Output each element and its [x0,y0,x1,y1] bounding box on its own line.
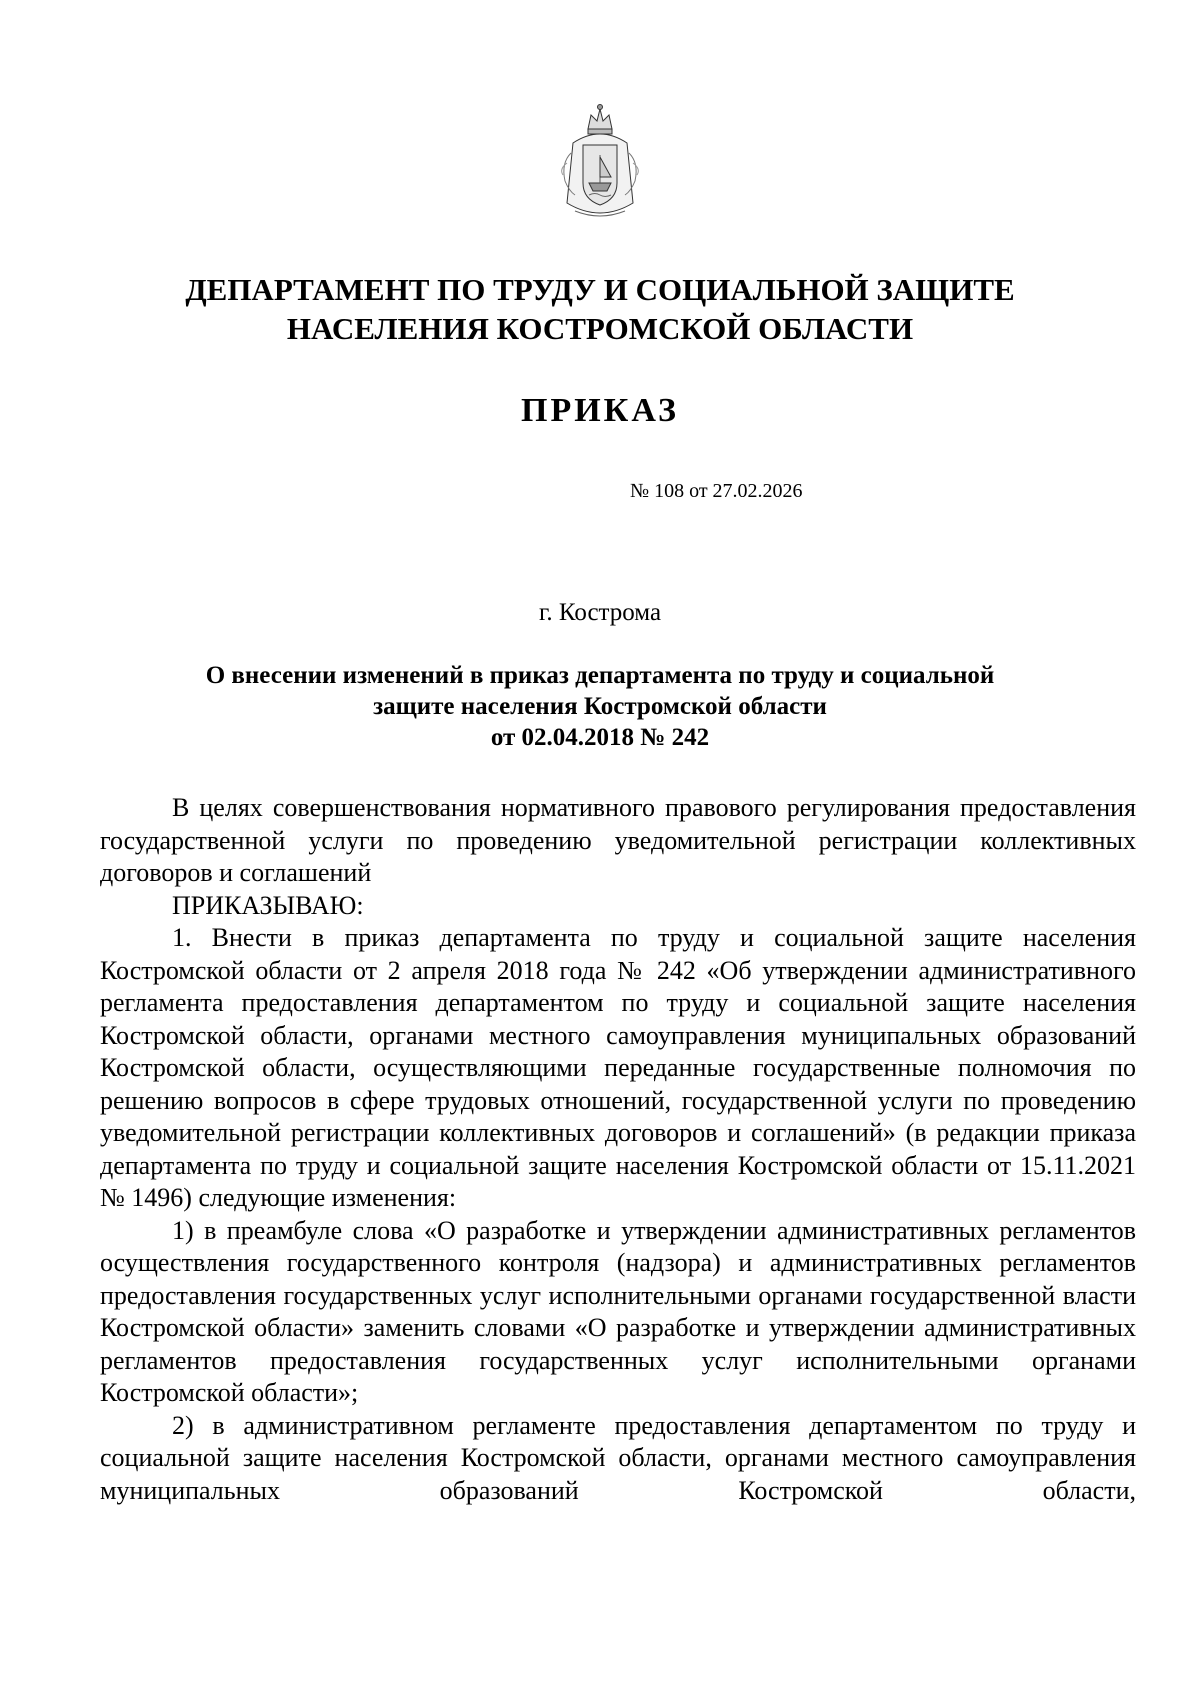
subitem-2-paragraph: 2) в административном регламенте предоставления департаментом по труду и социальной защите населения Костромской области, органами местного самоуправления муниципальных образований Костромской области, [100,1410,1136,1505]
order-word: ПРИКАЗЫВАЮ: [172,890,364,920]
department-name-line2: НАСЕЛЕНИЯ КОСТРОМСКОЙ ОБЛАСТИ [286,311,914,346]
department-name [0,270,1200,348]
order-subject [100,660,1100,753]
item-1-paragraph: 1. Внести в приказ департамента по труду и социальной защите населения Костромской области от 2 апреля 2018 года № 242 «Об утверждении административного регламента предоставления департаментом по труду и социальной защите населения Костромской области, органами местного самоуправления муниципальных образований Костромской области, осуществляющими переданные государственные полномочия по решению вопросов в сфере трудовых отношений, государственной услуги по проведению уведомительной регистрации коллективных договоров и соглашений» (в редакции приказа департамента по труду и социальной защите населения Костромской области от 15.11.2021 № 1496) следующие изменения: [100,923,1136,1212]
order-number-date: № 108 от 27.02.2026 [630,480,803,502]
order-subject-line2: защите населения Костромской области [373,693,827,720]
document-type-title: ПРИКАЗ [521,392,679,429]
order-subject-line1: О внесении изменений в приказ департамента по труду и социальной [205,662,995,689]
order-subject-line3: от 02.04.2018 № 242 [490,724,710,751]
department-name-line1: ДЕПАРТАМЕНТ ПО ТРУДУ И СОЦИАЛЬНОЙ ЗАЩИТЕ [185,272,1015,307]
subitem-1-paragraph: 1) в преамбуле слова «О разработке и утверждении административных регламентов осуществления государственного контроля (надзора) и административных регламентов предоставления государственных услуг исполнительными органами государственной власти Костромской области» заменить словами «О разработке и утверждении административных регламентов предоставления государственных услуг исполнительными органами Костромской области»; [100,1215,1136,1407]
city-name: г. Кострома [538,599,662,626]
order-body [100,792,1136,1507]
coat-of-arms-icon [553,103,647,225]
preamble-paragraph: В целях совершенствования нормативного правового регулирования предоставления государственной услуги по проведению уведомительной регистрации коллективных договоров и соглашений [100,793,1136,887]
